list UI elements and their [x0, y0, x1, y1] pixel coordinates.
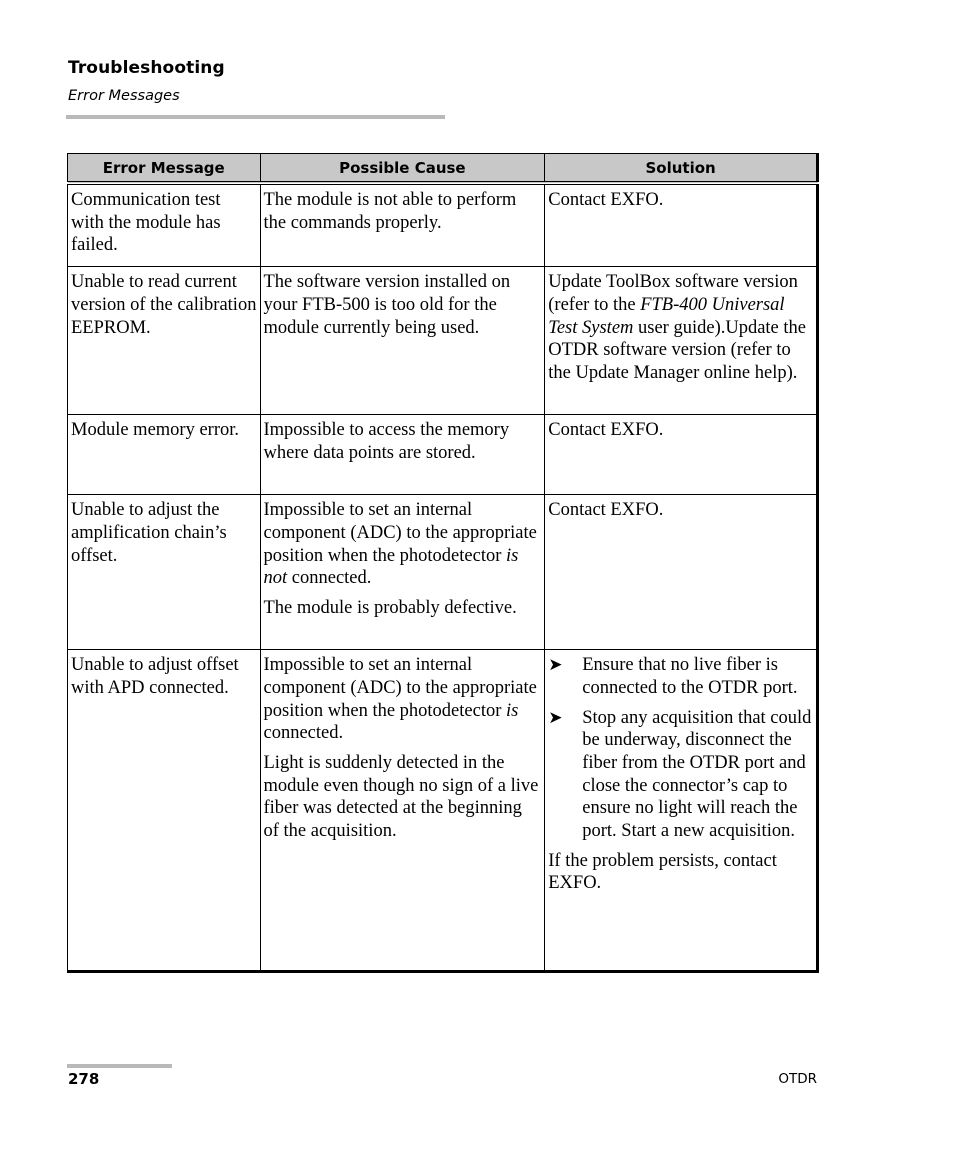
column-header-error-message: Error Message [68, 154, 261, 184]
arrow-bullet-icon: ➤ [548, 655, 563, 676]
footer-divider [67, 1064, 172, 1068]
header-divider [66, 115, 445, 119]
emphasis: is [506, 700, 519, 721]
page-number: 278 [68, 1070, 100, 1088]
table-row [68, 650, 818, 972]
table-row [68, 183, 818, 267]
column-header-solution: Solution [545, 154, 818, 184]
possible-cause-cell: The module is not able to perform the commands properly. [260, 183, 545, 267]
table-header-row [68, 154, 818, 184]
solution-bullet: ➤ Ensure that no live fiber is connected to the OTDR port. [548, 655, 798, 698]
error-message-cell: Module memory error. [68, 415, 261, 495]
error-message-cell: Communication test with the module has failed. [68, 183, 261, 267]
table-row [68, 415, 818, 495]
possible-cause-cell: Impossible to set an internal component (ADC) to the appropriate position when the photodetector is connected. Light is suddenly detected in the module even though no sign of a live fiber was detected at the beginning of the acquisition. [260, 650, 545, 972]
solution-cell: ➤ Ensure that no live fiber is connected to the OTDR port. ➤ Stop any acquisition that could be underway, disconnect the fiber from the OTDR port and close the connector’s cap to ensure no light will reach the port. Start a new acquisition. If the problem persists, contact EXFO. [545, 650, 818, 972]
solution-bullet: ➤ Stop any acquisition that could be underway, disconnect the fiber from the OTDR port and close the connector’s cap to ensure no light will reach the port. Start a new acquisition. [548, 707, 812, 842]
error-message-cell: Unable to adjust the amplification chain’s offset. [68, 495, 261, 650]
table-row [68, 267, 818, 415]
solution-cell: Update ToolBox software version (refer to the FTB-400 Universal Test System user guide).Update the OTDR software version (refer to the Update Manager online help). [545, 267, 818, 415]
possible-cause-cell: The software version installed on your FTB-500 is too old for the module currently being used. [260, 267, 545, 415]
section-subtitle: Error Messages [68, 88, 180, 104]
section-title: Troubleshooting [68, 58, 225, 78]
arrow-bullet-icon: ➤ [548, 707, 563, 728]
error-message-cell: Unable to read current version of the calibration EEPROM. [68, 267, 261, 415]
solution-cell: Contact EXFO. [545, 415, 818, 495]
document-name: OTDR [778, 1071, 817, 1087]
table-row [68, 495, 818, 650]
solution-cell: Contact EXFO. [545, 183, 818, 267]
column-header-possible-cause: Possible Cause [260, 154, 545, 184]
guide-title: FTB-400 Universal Test System [548, 294, 785, 338]
possible-cause-cell: Impossible to access the memory where data points are stored. [260, 415, 545, 495]
possible-cause-cell: Impossible to set an internal component (ADC) to the appropriate position when the photodetector is not connected. The module is probably defective. [260, 495, 545, 650]
solution-cell: Contact EXFO. [545, 495, 818, 650]
error-message-cell: Unable to adjust offset with APD connected. [68, 650, 261, 972]
emphasis: is not [263, 545, 519, 589]
error-messages-table [67, 153, 819, 973]
